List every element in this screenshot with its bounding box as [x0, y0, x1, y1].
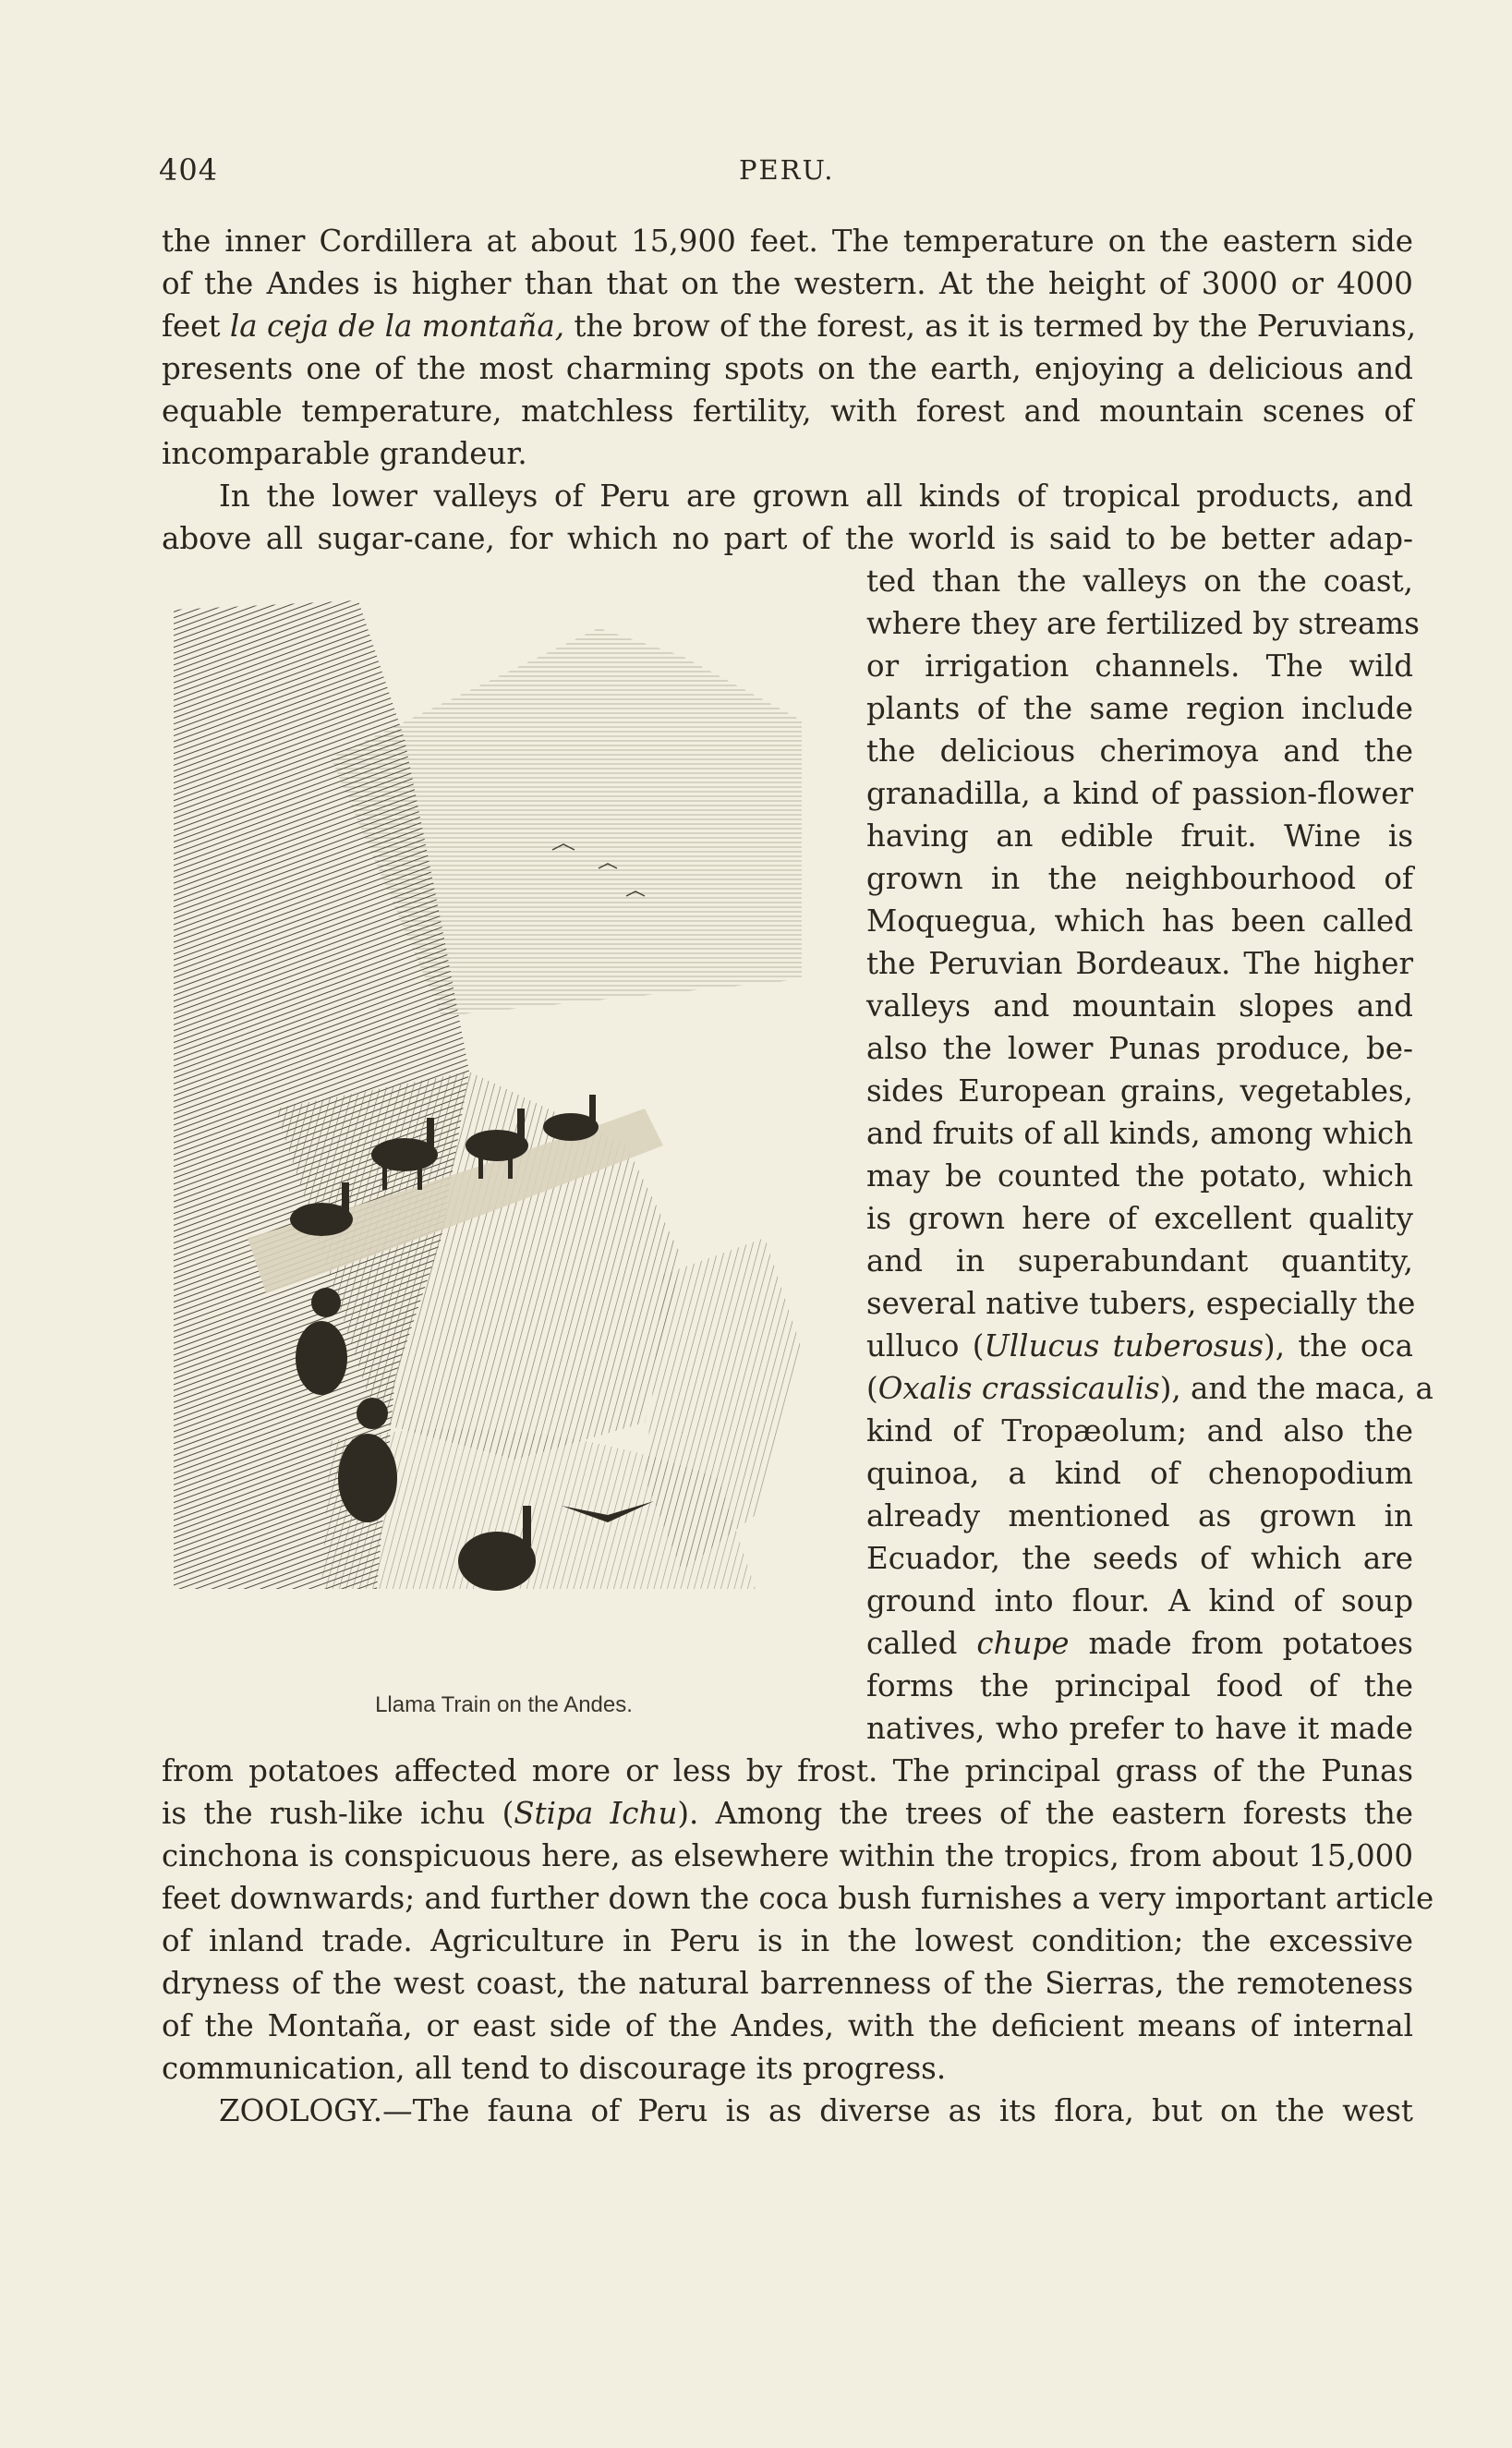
figure-caption: Llama Train on the Andes.: [375, 1692, 633, 1717]
body-line: Ecuador, the seeds of which are: [866, 1541, 1413, 1576]
body-line: ted than the valleys on the coast,: [866, 564, 1413, 599]
body-line: equable temperature, matchless fertility, with forest and mountain scenes of: [162, 394, 1413, 429]
body-line: natives, who prefer to have it made: [866, 1711, 1413, 1746]
body-line: above all sugar-cane, for which no part of the world is said to be better adap-: [162, 521, 1413, 556]
running-title: PERU.: [739, 154, 835, 186]
body-line: incomparable grandeur.: [162, 436, 527, 471]
body-line: already mentioned as grown in: [866, 1498, 1413, 1533]
body-line: grown in the neighbourhood of: [866, 861, 1413, 896]
body-line: is the rush-like ichu (Stipa Ichu). Among the trees of the eastern forests the: [162, 1796, 1413, 1831]
body-line: ground into flour. A kind of soup: [866, 1583, 1413, 1618]
body-line: Moquegua, which has been called: [866, 903, 1413, 939]
body-line: of inland trade. Agriculture in Peru is in the lowest condition; the excessive: [162, 1923, 1413, 1958]
body-line: feet la ceja de la montaña, the brow of the forest, as it is termed by the Peruvians,: [162, 309, 1417, 344]
body-line: the delicious cherimoya and the: [866, 733, 1413, 769]
page-number: 404: [159, 152, 219, 188]
body-line: quinoa, a kind of chenopodium: [866, 1456, 1413, 1491]
body-line: valleys and mountain slopes and: [866, 988, 1413, 1024]
body-line: granadilla, a kind of passion-flower: [866, 776, 1413, 811]
body-line: dryness of the west coast, the natural barrenness of the Sierras, the remoteness: [162, 1966, 1413, 2001]
body-line: kind of Tropæolum; and also the: [866, 1413, 1413, 1448]
body-line: ZOOLOGY.—The fauna of Peru is as diverse as its flora, but on the west: [219, 2093, 1413, 2128]
body-line: of the Montaña, or east side of the Andes, with the deficient means of internal: [162, 2008, 1413, 2043]
body-line: is grown here of excellent quality: [866, 1201, 1413, 1236]
llama-train-illustration: [164, 591, 843, 1700]
body-line: the Peruvian Bordeaux. The higher: [866, 946, 1413, 981]
body-line: and fruits of all kinds, among which: [866, 1116, 1414, 1151]
body-line: presents one of the most charming spots on the earth, enjoying a delicious and: [162, 351, 1413, 386]
body-line: or irrigation channels. The wild: [866, 648, 1413, 684]
body-line: several native tubers, especially the: [866, 1286, 1416, 1321]
body-line: may be counted the potato, which: [866, 1158, 1413, 1194]
body-line: (Oxalis crassicaulis), and the maca, a: [866, 1371, 1433, 1406]
body-line: feet downwards; and further down the coca bush furnishes a very important article: [162, 1881, 1434, 1916]
body-line: called chupe made from potatoes: [866, 1626, 1413, 1661]
body-line: ulluco (Ullucus tuberosus), the oca: [866, 1328, 1413, 1363]
body-line: having an edible fruit. Wine is: [866, 818, 1413, 854]
body-line: where they are fertilized by streams: [866, 606, 1420, 641]
body-line: cinchona is conspicuous here, as elsewhere within the tropics, from about 15,000: [162, 1838, 1413, 1873]
body-line: and in superabundant quantity,: [866, 1243, 1413, 1279]
body-line: the inner Cordillera at about 15,900 feet. The temperature on the eastern side: [162, 224, 1413, 259]
body-line: In the lower valleys of Peru are grown all kinds of tropical products, and: [219, 479, 1413, 514]
body-line: also the lower Punas produce, be-: [866, 1031, 1413, 1066]
body-line: sides European grains, vegetables,: [866, 1073, 1413, 1109]
body-line: communication, all tend to discourage its progress.: [162, 2051, 947, 2086]
body-line: from potatoes affected more or less by frost. The principal grass of the Punas: [162, 1753, 1413, 1788]
body-line: of the Andes is higher than that on the western. At the height of 3000 or 4000: [162, 266, 1413, 301]
body-line: forms the principal food of the: [866, 1668, 1413, 1703]
body-line: plants of the same region include: [866, 691, 1413, 726]
